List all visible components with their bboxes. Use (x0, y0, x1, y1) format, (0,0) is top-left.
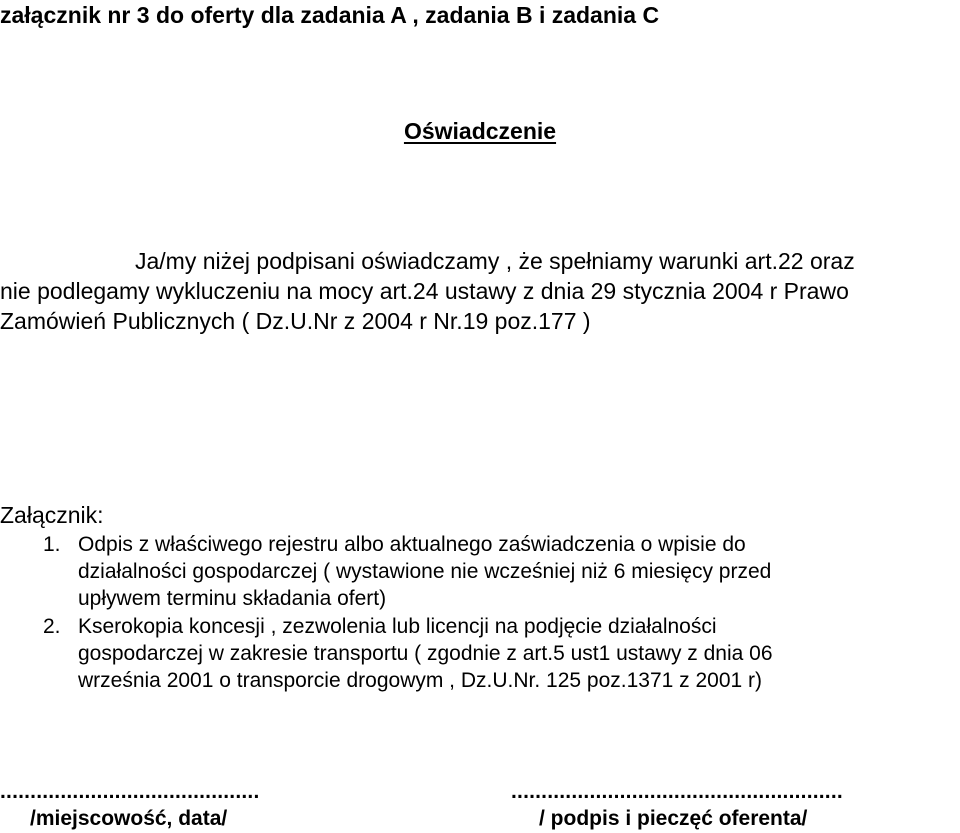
signature-caption: / podpis i pieczęć oferenta/ (539, 807, 808, 830)
attachment-line: upływem terminu składania ofert) (78, 587, 387, 611)
attachment-number: 1. (43, 533, 61, 556)
attachment-line: działalności gospodarczej ( wystawione nie wcześniej niż 6 miesięcy przed (78, 560, 772, 584)
place-date-dotted-line: ........................................... (0, 780, 260, 803)
signature-dotted-line: ....................................................... (511, 780, 843, 803)
page-title: Oświadczenie (403, 118, 557, 144)
statement-line: nie podlegamy wykluczeniu na mocy art.24 ustawy z dnia 29 stycznia 2004 r Prawo (0, 278, 849, 304)
attachments-list (0, 531, 960, 694)
attachment-header: załącznik nr 3 do oferty dla zadania A , zadania B i zadania C (0, 2, 660, 28)
attachment-line: Odpis z właściwego rejestru albo aktualnego zaświadczenia o wpisie do (78, 533, 746, 556)
signature-block (511, 780, 843, 831)
attachment-line: września 2001 o transporcie drogowym , Dz.U.Nr. 125 poz.1371 z 2001 r) (78, 669, 763, 693)
place-date-block (0, 780, 259, 831)
attachment-line: Kserokopia koncesji , zezwolenia lub licencji na podjęcie działalności (78, 614, 717, 638)
attachment-number: 2. (43, 614, 61, 638)
signature-row (0, 780, 960, 833)
statement-line: Ja/my niżej podpisani oświadczamy , że spełniamy warunki art.22 oraz (135, 248, 855, 274)
place-date-caption: /miejscowość, data/ (30, 807, 228, 830)
attachments-label: Załącznik: (0, 502, 104, 528)
statement-paragraph (0, 246, 960, 336)
attachment-line: gospodarczej w zakresie transportu ( zgodnie z art.5 ust1 ustawy z dnia 06 (78, 641, 773, 665)
attachment-item (0, 613, 960, 695)
statement-line: Zamówień Publicznych ( Dz.U.Nr z 2004 r Nr.19 poz.177 ) (0, 308, 591, 334)
attachment-item (0, 531, 960, 613)
